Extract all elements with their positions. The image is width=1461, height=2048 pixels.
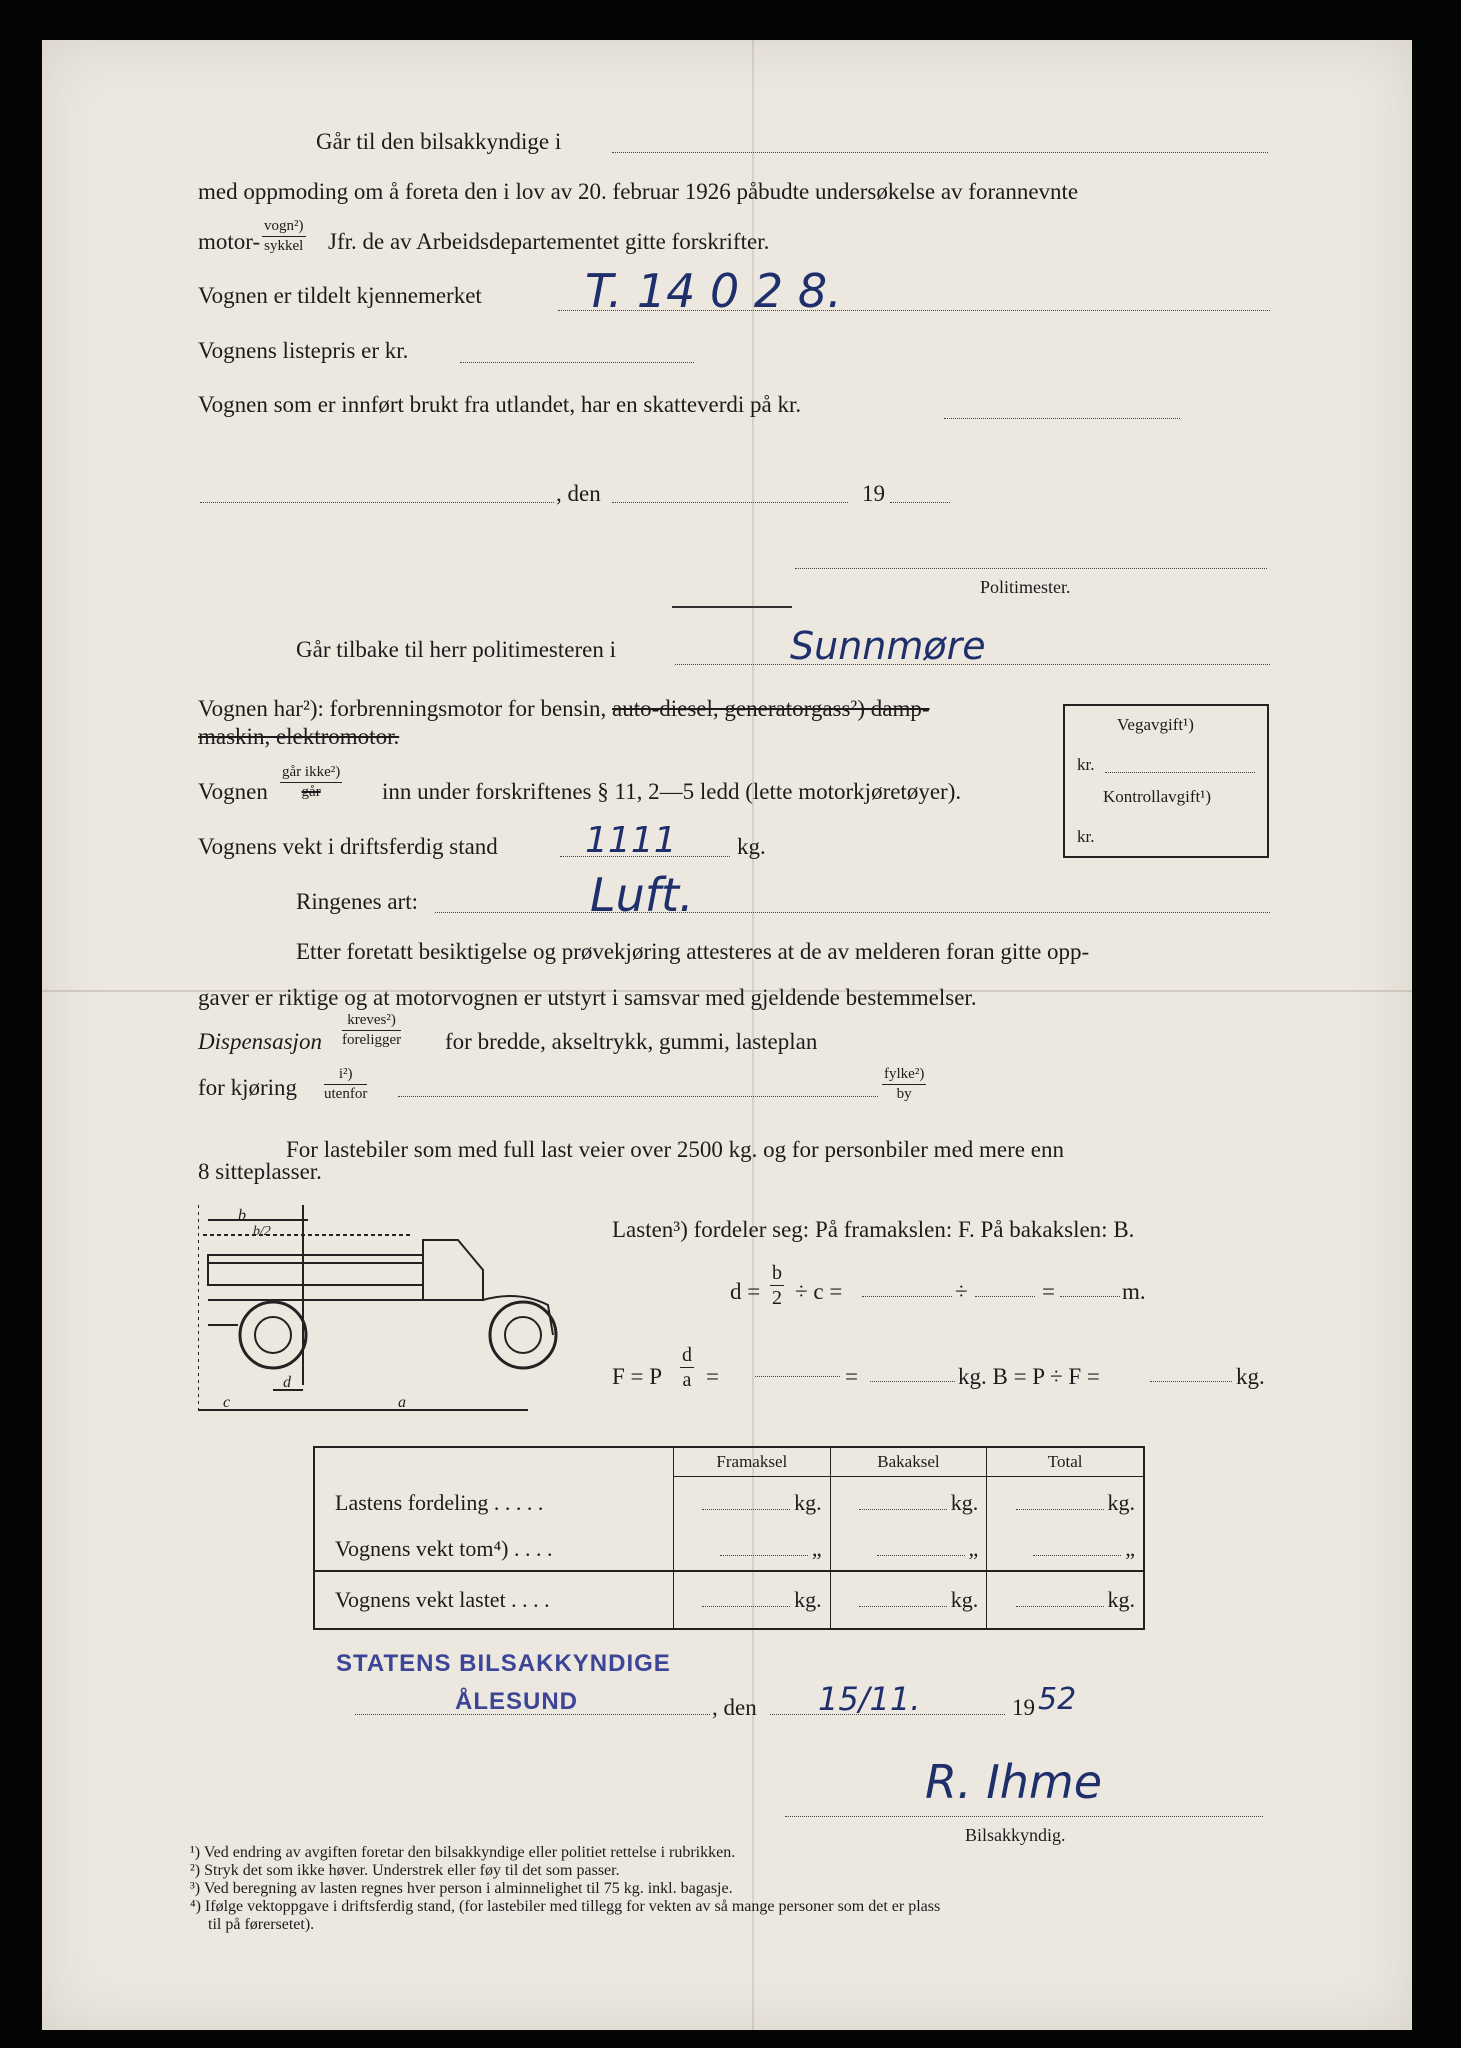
date-field[interactable] — [612, 502, 848, 503]
fraction-denominator: by — [896, 1085, 912, 1102]
cell-total[interactable] — [987, 1529, 1144, 1571]
footnote-3 — [190, 1881, 733, 1897]
footnote-mark: ³) — [190, 1880, 201, 1897]
import-value-field[interactable] — [944, 418, 1180, 419]
footnote-1 — [190, 1845, 735, 1861]
drive-fraction-2 — [882, 1066, 926, 1102]
place-field-2[interactable] — [355, 1714, 710, 1715]
price-label: Vognens listepris er kr. — [198, 338, 409, 363]
vegavgift-field[interactable] — [1105, 772, 1255, 773]
cell-unit: „ — [811, 1536, 822, 1562]
cell-unit: kg. — [1107, 1489, 1135, 1515]
table-row — [314, 1477, 1144, 1529]
authority-stamp-line2: ÅLESUND — [455, 1688, 579, 1715]
footnote-mark: ⁴) — [190, 1898, 201, 1915]
fraction-numerator: går ikke²) — [280, 764, 342, 783]
table-row — [314, 1529, 1144, 1571]
fraction-denominator: 2 — [772, 1287, 782, 1309]
light-vehicle-prefix: Vognen — [198, 779, 268, 804]
weight-unit: kg. — [737, 834, 766, 859]
truck-cab — [423, 1240, 483, 1300]
vogn-sykkel-fraction — [262, 218, 306, 254]
fraction-denominator: foreligger — [342, 1031, 402, 1048]
vegavgift-label: Vegavgift¹) — [1117, 715, 1194, 734]
formula-eq: = — [1042, 1279, 1055, 1304]
divider — [672, 606, 792, 608]
line-to-expert: Går til den bilsakkyndige i — [316, 129, 562, 154]
entry-line — [720, 1555, 808, 1556]
footnote-2 — [190, 1863, 620, 1879]
cell-front[interactable] — [674, 1571, 831, 1629]
cell-unit: „ — [968, 1536, 979, 1562]
footnote-4 — [190, 1899, 940, 1915]
fraction-numerator: d — [682, 1344, 692, 1366]
engine-prefix: Vognen har²): forbrenningsmotor for bensin, — [198, 696, 607, 721]
dispensation-text: for bredde, akseltrykk, gummi, lasteplan — [445, 1029, 818, 1054]
tyres-field[interactable] — [435, 912, 1270, 913]
row-label: Vognens vekt lastet . . . . — [314, 1571, 674, 1629]
cell-rear[interactable] — [830, 1477, 987, 1529]
formula-pd-field[interactable] — [755, 1376, 840, 1377]
year-label-2: 19 — [1012, 1695, 1035, 1720]
cell-unit: kg. — [950, 1586, 979, 1612]
weight-value: 1111 — [585, 820, 677, 861]
kontrollavgift-kr: kr. — [1077, 827, 1095, 846]
police-signer-label: Politimester. — [980, 577, 1071, 597]
expert-signature-field[interactable] — [785, 1816, 1263, 1817]
cell-rear[interactable] — [830, 1571, 987, 1629]
formula-div: ÷ — [955, 1279, 968, 1304]
footnote-mark: ²) — [190, 1862, 201, 1879]
expert-field[interactable] — [612, 152, 1268, 153]
entry-line — [877, 1555, 965, 1556]
fraction-numerator: fylke²) — [882, 1066, 926, 1085]
district-value: Sunnmøre — [790, 624, 986, 668]
diagram-label-d: d — [283, 1374, 291, 1391]
tyres-label: Ringenes art: — [296, 889, 418, 914]
diagram-label-b-half: b/2 — [253, 1224, 271, 1239]
footnote-text: til på førersetet). — [208, 1916, 315, 1933]
year-label: 19 — [862, 481, 885, 506]
dispensation-prefix: Dispensasjon — [198, 1029, 322, 1054]
load-distribution-text: Lasten³) fordeler seg: På framakslen: F. På bakakslen: B. — [612, 1217, 1135, 1242]
truck-intro-1: For lastebiler som med full last veier over 2500 kg. og for personbiler med mere enn — [286, 1137, 1064, 1162]
formula-f-eq1: = — [706, 1364, 719, 1389]
light-vehicle-fraction — [280, 764, 342, 800]
entry-line — [1016, 1606, 1104, 1607]
cell-unit: „ — [1125, 1536, 1135, 1562]
den-label-2: , den — [712, 1695, 757, 1720]
formula-f-lhs: F = P — [612, 1364, 663, 1389]
cell-unit: kg. — [794, 1489, 822, 1515]
engine-struck-options-2: maskin, elektromotor. — [198, 724, 400, 749]
formula-f-kg: kg. B = P ÷ F = — [958, 1364, 1100, 1389]
cell-total[interactable] — [987, 1571, 1144, 1629]
police-signature-field[interactable] — [795, 568, 1267, 569]
diagram-label-a: a — [398, 1394, 406, 1411]
table-header-total: Total — [987, 1447, 1144, 1477]
place-field[interactable] — [200, 502, 554, 503]
formula-f-field[interactable] — [870, 1381, 955, 1382]
truck-intro-2: 8 sitteplasser. — [198, 1159, 322, 1184]
fraction-numerator: kreves²) — [342, 1012, 401, 1031]
cell-unit: kg. — [794, 1586, 822, 1612]
row-label: Lastens fordeling . . . . . — [335, 1489, 544, 1515]
regulation-text: Jfr. de av Arbeidsdepartementet gitte forskrifter. — [328, 229, 770, 254]
drive-prefix: for kjøring — [198, 1075, 298, 1100]
entry-line — [702, 1509, 790, 1510]
entry-line — [1016, 1509, 1104, 1510]
formula-d-rest: ÷ c = — [795, 1279, 843, 1304]
fraction-numerator: vogn²) — [262, 218, 306, 237]
return-label: Går tilbake til herr politimesteren i — [296, 637, 616, 662]
formula-d-fraction — [770, 1262, 784, 1309]
year-value: 52 — [1038, 1682, 1077, 1717]
footnote-text: Ved endring av avgiften foretar den bilsakkyndige eller politiet rettelse i rubrikken. — [203, 1844, 736, 1861]
vegavgift-kr: kr. — [1077, 755, 1095, 774]
formula-b-kg: kg. — [1236, 1364, 1265, 1389]
formula-b-result-field[interactable] — [1150, 1381, 1232, 1382]
drive-area-field[interactable] — [398, 1096, 878, 1097]
dispensation-fraction — [342, 1012, 401, 1048]
formula-f-eq2: = — [845, 1364, 858, 1389]
attest-text-2: gaver er riktige og at motorvognen er utstyrt i samsvar med gjeldende bestemmelser. — [198, 985, 977, 1010]
formula-d-field[interactable] — [1060, 1296, 1120, 1297]
fraction-denominator: sykkel — [264, 237, 304, 254]
drive-fraction-1 — [324, 1066, 367, 1102]
reg-value: T. 14 0 2 8. — [585, 264, 842, 318]
fees-box — [1063, 704, 1269, 858]
diagram-label-c: c — [223, 1394, 231, 1411]
formula-m-unit: m. — [1122, 1279, 1146, 1304]
weight-label: Vognens vekt i driftsferdig stand — [198, 834, 498, 859]
engine-text — [198, 697, 930, 720]
entry-line — [1033, 1555, 1121, 1556]
import-label: Vognen som er innført brukt fra utlandet, har en skatteverdi på kr. — [198, 392, 802, 417]
expert-signer-label: Bilsakkyndig. — [965, 1825, 1066, 1845]
cell-rear[interactable] — [830, 1529, 987, 1571]
date-value: 15/11. — [818, 1680, 921, 1718]
formula-b-field[interactable] — [862, 1296, 952, 1297]
cell-total[interactable] — [987, 1477, 1144, 1529]
entry-line — [702, 1606, 790, 1607]
footnote-mark: ¹) — [190, 1844, 201, 1861]
table-row — [314, 1571, 1144, 1629]
footnote-4-cont — [208, 1917, 314, 1933]
formula-c-field[interactable] — [975, 1296, 1035, 1297]
fraction-denominator: a — [682, 1369, 692, 1391]
footnote-text: Ved beregning av lasten regnes hver person i alminnelighet til 75 kg. inkl. bagasje. — [203, 1880, 733, 1897]
light-vehicle-text: inn under forskriftenes § 11, 2—5 ledd (lette motorkjøretøyer). — [382, 779, 962, 804]
table-header-rear-axle: Bakaksel — [830, 1447, 987, 1477]
load-table — [313, 1446, 1145, 1630]
fraction-denominator: utenfor — [324, 1085, 368, 1102]
cell-unit: kg. — [1107, 1586, 1135, 1612]
price-field[interactable] — [460, 362, 694, 363]
fraction-denominator: går — [301, 783, 321, 800]
truck-diagram-icon — [198, 1205, 570, 1420]
table-header-row — [314, 1447, 1144, 1477]
request-text: med oppmoding om å foreta den i lov av 20. februar 1926 påbudte undersøkelse av forannevnte — [198, 179, 1079, 204]
year-field[interactable] — [890, 502, 950, 503]
den-label: , den — [556, 481, 601, 506]
motor-prefix: motor- — [198, 229, 261, 254]
fraction-numerator: i²) — [324, 1066, 367, 1085]
authority-stamp-line1: STATENS BILSAKKYNDIGE — [336, 1650, 671, 1677]
table-header-front-axle: Framaksel — [674, 1447, 831, 1477]
engine-struck-options: auto-diesel, generatorgass²) damp- — [612, 696, 930, 721]
formula-d-lhs: d = — [730, 1279, 761, 1304]
cell-front[interactable] — [674, 1477, 831, 1529]
cell-front[interactable] — [674, 1529, 831, 1571]
attest-text-1: Etter foretatt besiktigelse og prøvekjøring attesteres at de av melderen foran gitte opp- — [296, 939, 1090, 964]
entry-line — [859, 1606, 947, 1607]
truck-load-bed — [208, 1255, 423, 1285]
entry-line — [859, 1509, 947, 1510]
formula-f-fraction — [680, 1344, 694, 1391]
footnote-text: Ifølge vektoppgave i driftsferdig stand, (for lastebiler med tillegg for vekten av så mange personer som det er plass — [204, 1898, 941, 1915]
expert-signature: R. Ihme — [925, 1755, 1103, 1809]
reg-label: Vognen er tildelt kjennemerket — [198, 283, 482, 308]
table-header-blank — [314, 1447, 674, 1477]
tyres-value: Luft. — [590, 868, 694, 922]
fraction-numerator: b — [772, 1262, 782, 1284]
engine-text-line2 — [198, 725, 399, 748]
kontrollavgift-label: Kontrollavgift¹) — [1103, 787, 1212, 806]
footnote-text: Stryk det som ikke høver. Understrek eller føy til det som passer. — [204, 1862, 620, 1879]
row-label: Vognens vekt tom⁴) . . . . — [335, 1536, 553, 1562]
cell-unit: kg. — [950, 1489, 979, 1515]
diagram-label-b: b — [238, 1207, 246, 1224]
